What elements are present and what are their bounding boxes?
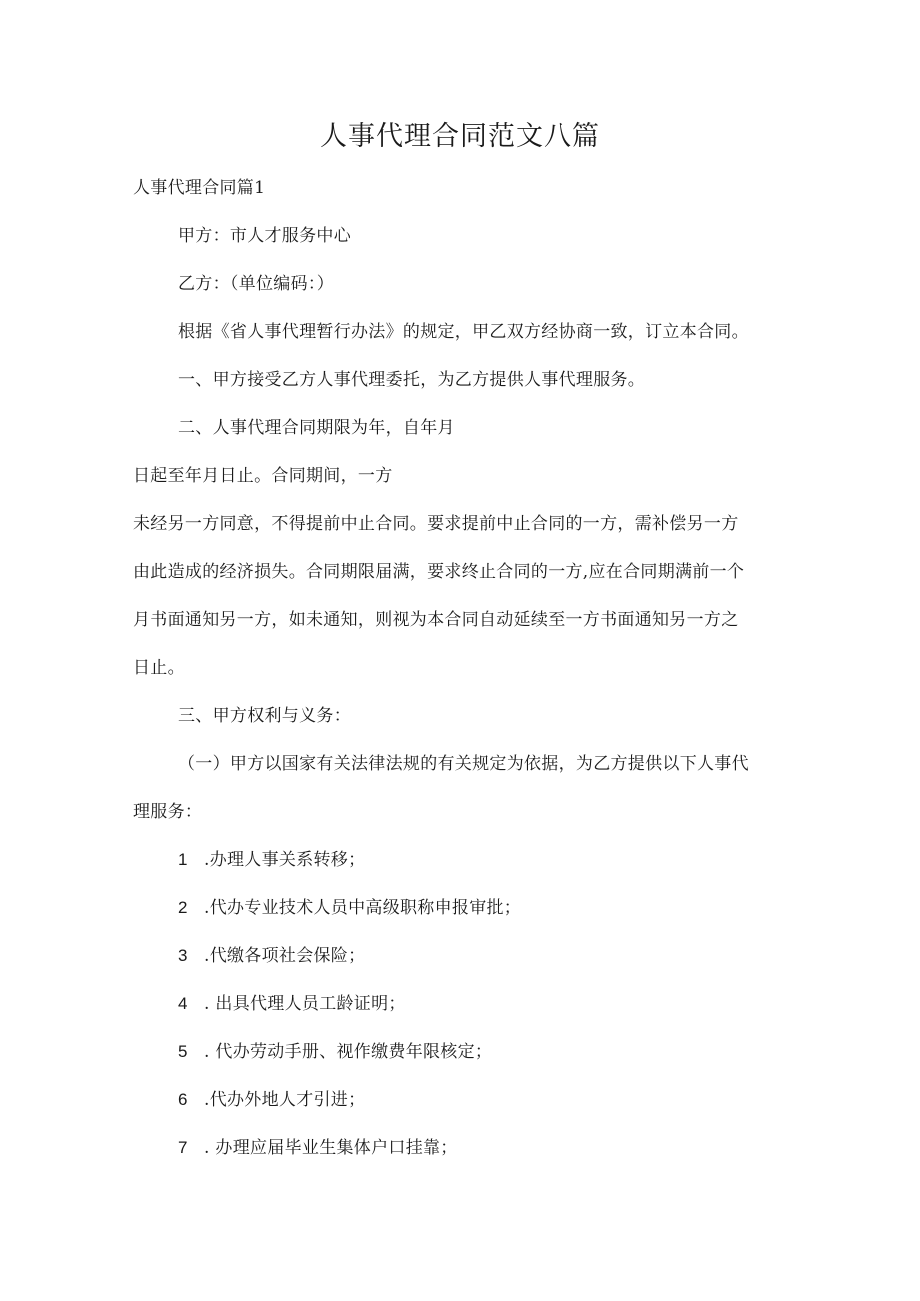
party-a-line: 甲方：市人才服务中心 <box>178 226 351 246</box>
list-item-text: . 代办劳动手册、视作缴费年限核定； <box>204 1042 493 1062</box>
list-item-number: 1 <box>178 850 188 869</box>
clause-2-line: 由此造成的经济损失。合同期限届满，要求终止合同的一方,应在合同期满前一个 <box>133 562 745 582</box>
party-b-line: 乙方：（单位编码：） <box>178 274 334 294</box>
service-list-item <box>178 896 521 920</box>
clause-2-line: 日起至年月日止。合同期间，一方 <box>133 466 393 486</box>
list-item-text: .代办专业技术人员中高级职称申报审批； <box>204 898 522 918</box>
list-item-number: 7 <box>178 1138 188 1157</box>
document-title: 人事代理合同范文八篇 <box>320 121 600 152</box>
clause-3-sub-line: （一）甲方以国家有关法律法规的有关规定为依据，为乙方提供以下人事代 <box>178 754 749 774</box>
clause-1-paragraph: 一、甲方接受乙方人事代理委托，为乙方提供人事代理服务。 <box>178 370 646 390</box>
list-item-text: .代办外地人才引进； <box>204 1090 366 1110</box>
clause-2-line: 二、人事代理合同期限为年，自年月 <box>178 418 455 438</box>
list-item-text: . 办理应届毕业生集体户口挂靠； <box>204 1138 458 1158</box>
service-list-item <box>178 1040 492 1064</box>
service-list-item <box>178 1088 365 1112</box>
list-item-text: .代缴各项社会保险； <box>204 946 366 966</box>
list-item-text: .办理人事关系转移； <box>204 850 366 870</box>
preamble-paragraph: 根据《省人事代理暂行办法》的规定，甲乙双方经协商一致，订立本合同。 <box>178 322 749 342</box>
clause-2-line: 日止。 <box>133 658 185 678</box>
clause-3-sub-line: 理服务： <box>133 802 203 822</box>
service-list-item <box>178 1136 458 1160</box>
service-list-item <box>178 848 365 872</box>
clause-2-line: 月书面通知另一方，如未通知，则视为本合同自动延续至一方书面通知另一方之 <box>133 610 739 630</box>
list-item-number: 3 <box>178 946 188 965</box>
section-heading: 人事代理合同篇1 <box>133 178 266 198</box>
service-list-item <box>178 992 406 1016</box>
list-item-number: 6 <box>178 1090 188 1109</box>
list-item-text: . 出具代理人员工龄证明； <box>204 994 406 1014</box>
list-item-number: 2 <box>178 898 188 917</box>
list-item-number: 5 <box>178 1042 188 1061</box>
list-item-number: 4 <box>178 994 188 1013</box>
clause-3-heading: 三、甲方权利与义务： <box>178 706 351 726</box>
clause-2-line: 未经另一方同意，不得提前中止合同。要求提前中止合同的一方，需补偿另一方 <box>133 514 739 534</box>
service-list-item <box>178 944 365 968</box>
